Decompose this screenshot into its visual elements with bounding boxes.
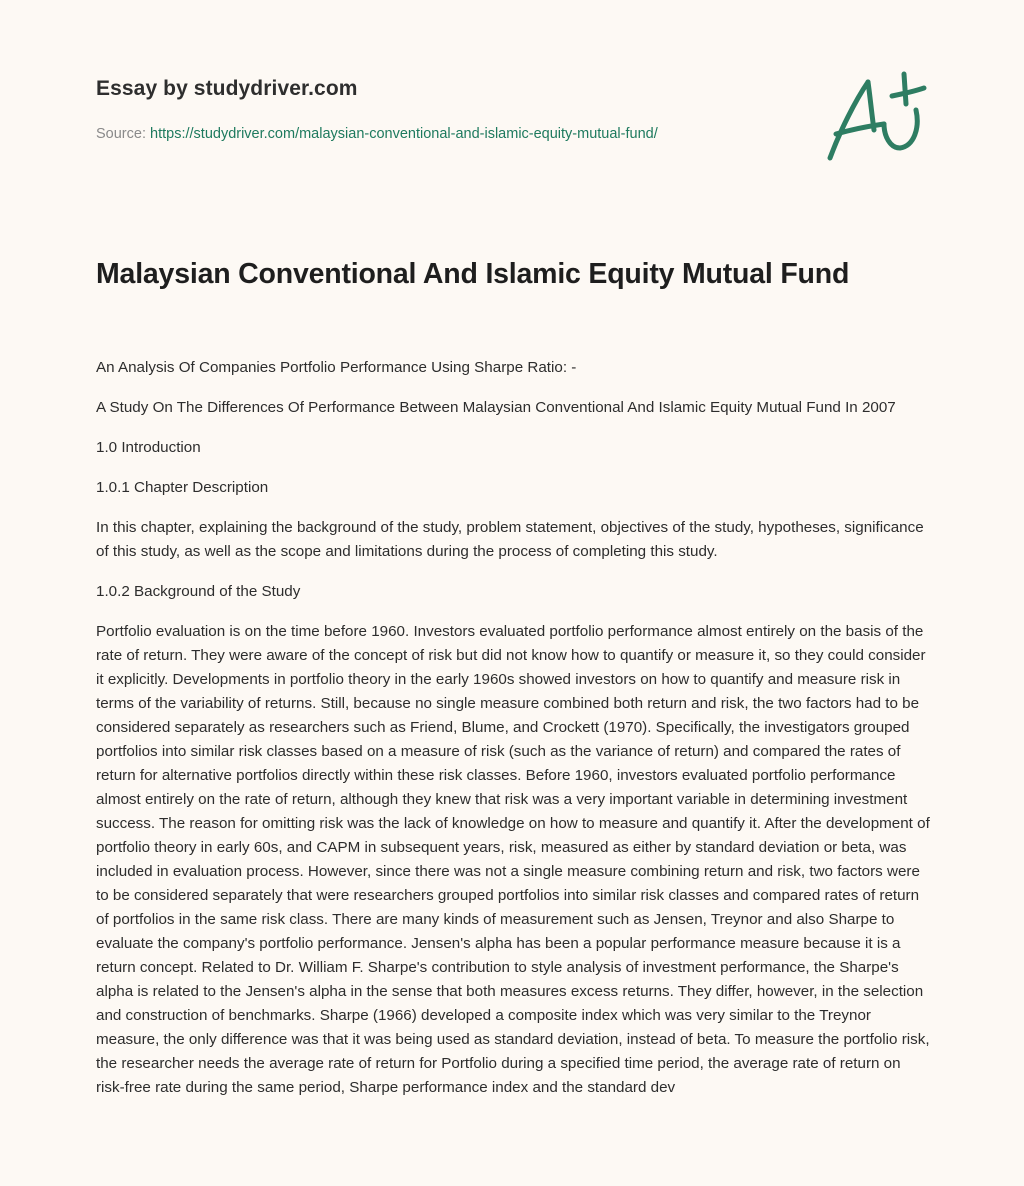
- study-title-paragraph: A Study On The Differences Of Performance Between Malaysian Conventional And Islamic Equity Mutual Fund In 2007: [96, 399, 896, 416]
- source-label: Source:: [96, 126, 146, 142]
- background-paragraph: Portfolio evaluation is on the time before 1960. Investors evaluated portfolio performance almost entirely on the basis of the rate of return. They were aware of the concept of risk but did not know how to quantify or measure it, so they could consider it explicitly. Developments in portfolio theory in the early 1960s showed investors on how to quantify and measure risk in terms of the variability of returns. Still, because no single measure combined both return and risk, the two factors had to be considered separately as researchers such as Friend, Blume, and Crockett (1970). Specifically, the investigators grouped portfolios into similar risk classes based on a measure of risk (such as the variance of return) and compared the rates of return for alternative portfolios directly within these risk classes. Before 1960, investors evaluated portfolio performance almost entirely on the rate of return, although they knew that risk was a very important variable in determining investment success. The reason for omitting risk was the lack of knowledge on how to measure and quantify it. After the development of portfolio theory in early 60s, and CAPM in subsequent years, risk, measured as either by standard deviation or beta, was included in evaluation process. However, since there was not a single measure combining return and risk, two factors were to be considered separately that were researchers grouped portfolios into similar risk classes and compared rates of return of portfolios in the same risk class. There are many kinds of measurement such as Jensen, Treynor and also Sharpe to evaluate the company's portfolio performance. Jensen's alpha has been a popular performance measure because it is a return concept. Related to Dr. William F. Sharpe's contribution to style analysis of investment performance, the Sharpe's alpha is related to the Jensen's alpha in the sense that both measures excess returns. They differ, however, in the selection and construction of benchmarks. Sharpe (1966) developed a composite index which was very similar to the Treynor measure, the only difference was that it was being used as standard deviation, instead of beta. To measure the portfolio risk, the researcher needs the average rate of return for Portfolio during a specified time period, the average rate of return on risk-free rate during the same period, Sharpe performance index and the standard dev: [96, 623, 930, 1096]
- subtitle-paragraph: An Analysis Of Companies Portfolio Performance Using Sharpe Ratio: -: [96, 359, 577, 376]
- document-body: [96, 356, 932, 1116]
- source-line: [96, 124, 658, 144]
- section-heading-chapter-description: 1.0.1 Chapter Description: [96, 479, 269, 496]
- section-heading-introduction: 1.0 Introduction: [96, 439, 201, 456]
- chapter-description-paragraph: In this chapter, explaining the background of the study, problem statement, objectives of the study, hypotheses, significance of this study, as well as the scope and limitations during the process of completing this study.: [96, 519, 924, 560]
- document-title: Malaysian Conventional And Islamic Equity Mutual Fund: [96, 258, 850, 290]
- section-heading-background: 1.0.2 Background of the Study: [96, 583, 301, 600]
- page-header: [96, 74, 796, 142]
- a-plus-grade-icon: [820, 66, 930, 166]
- source-link[interactable]: https://studydriver.com/malaysian-conventional-and-islamic-equity-mutual-fund/: [150, 126, 658, 142]
- site-title: Essay by studydriver.com: [96, 77, 358, 100]
